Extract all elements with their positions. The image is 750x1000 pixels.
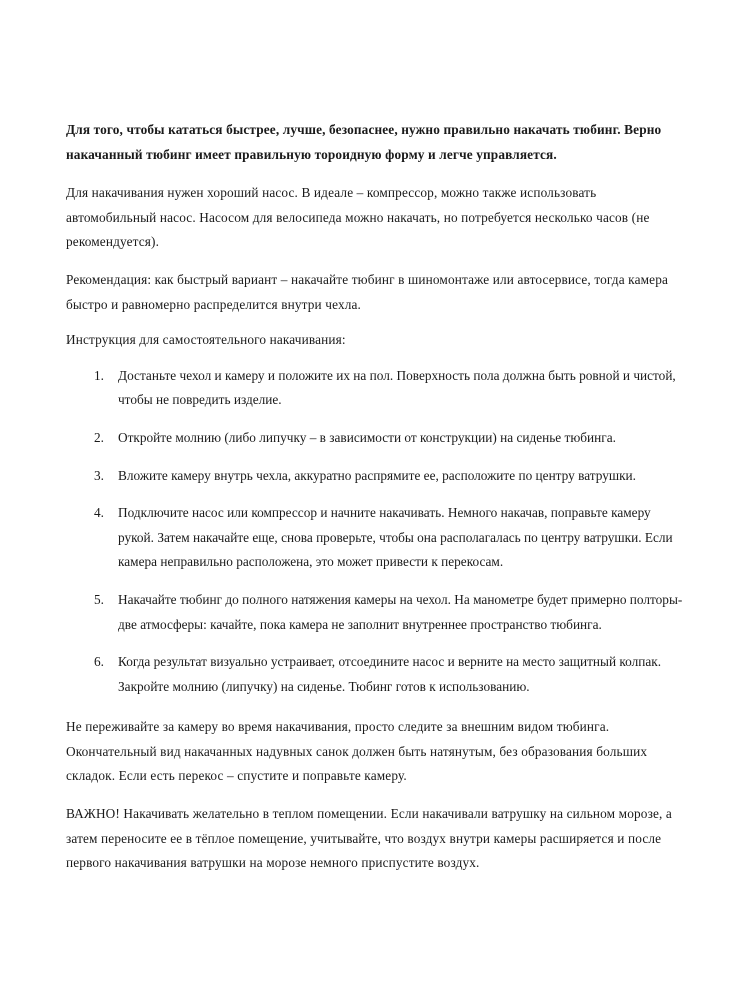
list-marker-5: [94, 588, 116, 613]
lead-paragraph: Для того, чтобы кататься быстрее, лучше, безопаснее, нужно правильно накачать тюбинг. Верно накачанный тюбинг имеет правильную тороидную форму и легче управляется.: [66, 122, 662, 162]
step-text-1: Достаньте чехол и камеру и положите их на пол. Поверхность пола должна быть ровной и чистой, чтобы не повредить изделие.: [118, 367, 676, 408]
list-item: [66, 650, 685, 699]
paragraph-recommendation: Рекомендация: как быстрый вариант – накачайте тюбинг в шиномонтаже или автосервисе, тогда камера быстро и равномерно распределится внутри чехла.: [66, 271, 669, 312]
list-item: [66, 364, 685, 413]
instruction-steps-list: [66, 364, 685, 700]
list-item: [66, 588, 685, 637]
document-body: [66, 118, 685, 876]
paragraph-important-warning: ВАЖНО! Накачивать желательно в теплом помещении. Если накачивали ватрушку на сильном морозе, а затем переносите ее в тёплое помещение, учитывайте, что воздух внутри камеры расширяется и после первого накачивания ватрушки на морозе немного приспустите воздух.: [66, 806, 672, 871]
list-marker-6: [94, 650, 116, 675]
step-text-4: Подключите насос или компрессор и начните накачивать. Немного накачав, поправьте камеру рукой. Затем накачайте еще, снова проверьте, чтобы она располагалась по центру ватрушки. Если камера неправильно расположена, это может привести к перекосам.: [118, 505, 673, 570]
list-item: [66, 464, 685, 489]
step-text-5: Накачайте тюбинг до полного натяжения камеры на чехол. На манометре будет примерно полторы-две атмосферы: качайте, пока камера не заполнит внутреннее пространство тюбинга.: [118, 591, 683, 632]
list-item: [66, 426, 685, 451]
step-text-2: Откройте молнию (либо липучку – в зависимости от конструкции) на сиденье тюбинга.: [118, 429, 616, 445]
list-marker-1: [94, 364, 116, 389]
list-marker-4: [94, 501, 116, 526]
paragraph-pump-requirements: Для накачивания нужен хороший насос. В идеале – компрессор, можно также использовать автомобильный насос. Насосом для велосипеда можно накачать, но потребуется несколько часов (не рекомендуется).: [66, 185, 650, 250]
step-text-6: Когда результат визуально устраивает, отсоедините насос и верните на место защитный колпак. Закройте молнию (липучку) на сиденье. Тюбинг готов к использованию.: [118, 654, 662, 694]
closing-notes: [66, 715, 685, 876]
list-marker-3: [94, 464, 116, 489]
step-text-3: Вложите камеру внутрь чехла, аккуратно распрямите ее, расположите по центру ватрушки.: [118, 467, 636, 483]
paragraph-final-appearance: Не переживайте за камеру во время накачивания, просто следите за внешним видом тюбинга. Окончательный вид накачанных надувных санок должен быть натянутым, без образования больших складок. Если есть перекос – спустите и поправьте камеру.: [66, 719, 648, 784]
list-item: [66, 501, 685, 575]
list-intro-heading: Инструкция для самостоятельного накачивания:: [66, 332, 346, 348]
list-marker-2: [94, 426, 116, 451]
